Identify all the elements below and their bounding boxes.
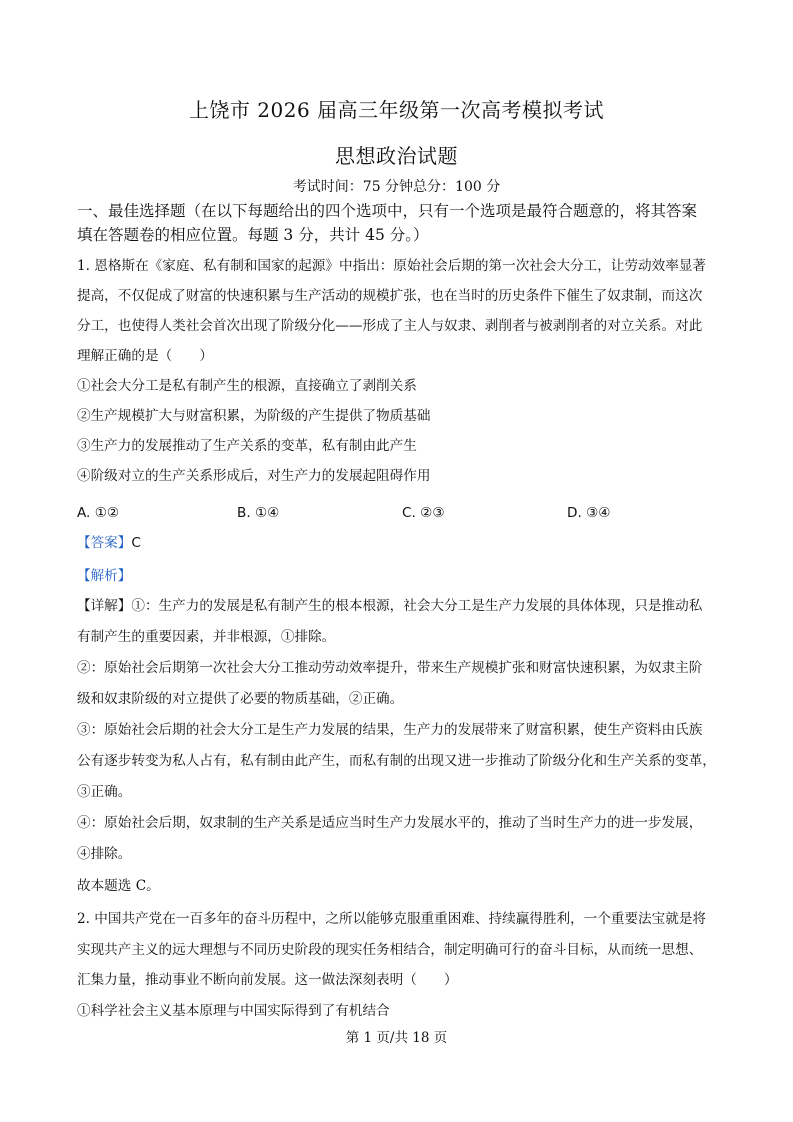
answer-value: C [131, 535, 141, 551]
q2-stem-line: 2. 中国共产党在一百多年的奋斗历程中，之所以能够克服重重困难、持续赢得胜利，一个重要法宝就是将 [77, 911, 707, 927]
q1-item: ①社会大分工是私有制产生的根源，直接确立了剥削关系 [77, 378, 417, 394]
detail-tag: 【详解】 [77, 598, 132, 614]
q1-answer-row [77, 533, 141, 553]
q1-stem-line: 1. 恩格斯在《家庭、私有制和国家的起源》中指出：原始社会后期的第一次社会大分工，让劳动效率显著 [77, 258, 707, 274]
q1-option-b: B. ①④ [237, 505, 280, 521]
q1-detail-line: ③正确。 [77, 784, 132, 800]
q2-stem-line: 汇集力量，推动事业不断向前发展。这一做法深刻表明（ ） [77, 972, 458, 988]
page-footer: 第 1 页/共 18 页 [345, 1030, 448, 1046]
section-heading-line-1: 一、最佳选择题（在以下每题给出的四个选项中，只有一个选项是最符合题意的，将其答案 [77, 202, 698, 220]
q1-detail-line: ②：原始社会后期第一次社会大分工推动劳动效率提升，带来生产规模扩张和财富快速积累，为奴隶主阶 [77, 660, 703, 676]
q1-detail-line: ①：生产力的发展是私有制产生的根本根源，社会大分工是生产力发展的具体体现，只是推动私 [131, 598, 703, 614]
q1-option-d: D. ③④ [567, 505, 611, 521]
q2-item: ①科学社会主义基本原理与中国实际得到了有机结合 [77, 1003, 390, 1019]
q1-item: ③生产力的发展推动了生产关系的变革，私有制由此产生 [77, 438, 417, 454]
q1-detail-line: ③：原始社会后期的社会大分工是生产力发展的结果，生产力的发展带来了财富积累，使生产资料由氏族 [77, 722, 703, 738]
q1-stem-line: 提高，不仅促成了财富的快速积累与生产活动的规模扩张，也在当时的历史条件下催生了奴隶制，而这次 [77, 288, 703, 304]
q1-detail-line: ④排除。 [77, 846, 132, 862]
q1-stem-line: 理解正确的是（ ） [77, 348, 213, 364]
q1-option-c: C. ②③ [402, 505, 445, 521]
q1-conclusion: 故本题选 C。 [77, 878, 160, 894]
analysis-tag: 【解析】 [77, 568, 132, 584]
q1-item: ②生产规模扩大与财富积累，为阶级的产生提供了物质基础 [77, 408, 431, 424]
subject-title: 思想政治试题 [335, 144, 458, 168]
q2-stem-line: 实现共产主义的远大理想与不同历史阶段的现实任务相结合，制定明确可行的奋斗目标，从而统一思想、 [77, 942, 703, 958]
q1-stem-line: 分工，也使得人类社会首次出现了阶级分化——形成了主人与奴隶、剥削者与被剥削者的对立关系。对此 [77, 318, 703, 334]
exam-title: 上饶市 2026 届高三年级第一次高考模拟考试 [188, 98, 605, 122]
q1-item: ④阶级对立的生产关系形成后，对生产力的发展起阻碍作用 [77, 468, 431, 484]
section-heading-line-2: 填在答题卷的相应位置。每题 3 分，共计 45 分。） [77, 226, 429, 244]
answer-tag: 【答案】 [77, 535, 132, 551]
q1-detail-line: 级和奴隶阶级的对立提供了必要的物质基础，②正确。 [77, 691, 404, 707]
q1-detail-line: 有制产生的重要因素，并非根源，①排除。 [77, 629, 336, 645]
q1-detail-line: ④：原始社会后期，奴隶制的生产关系是适应当时生产力发展水平的，推动了当时生产力的进一步发展， [77, 815, 703, 831]
q1-option-a: A. ①② [77, 505, 120, 521]
q1-detail-row [77, 596, 702, 616]
q1-detail-line: 公有逐步转变为私人占有，私有制由此产生，而私有制的出现又进一步推动了阶级分化和生产关系的变革， [77, 753, 716, 769]
exam-info: 考试时间：75 分钟总分：100 分 [292, 179, 501, 195]
